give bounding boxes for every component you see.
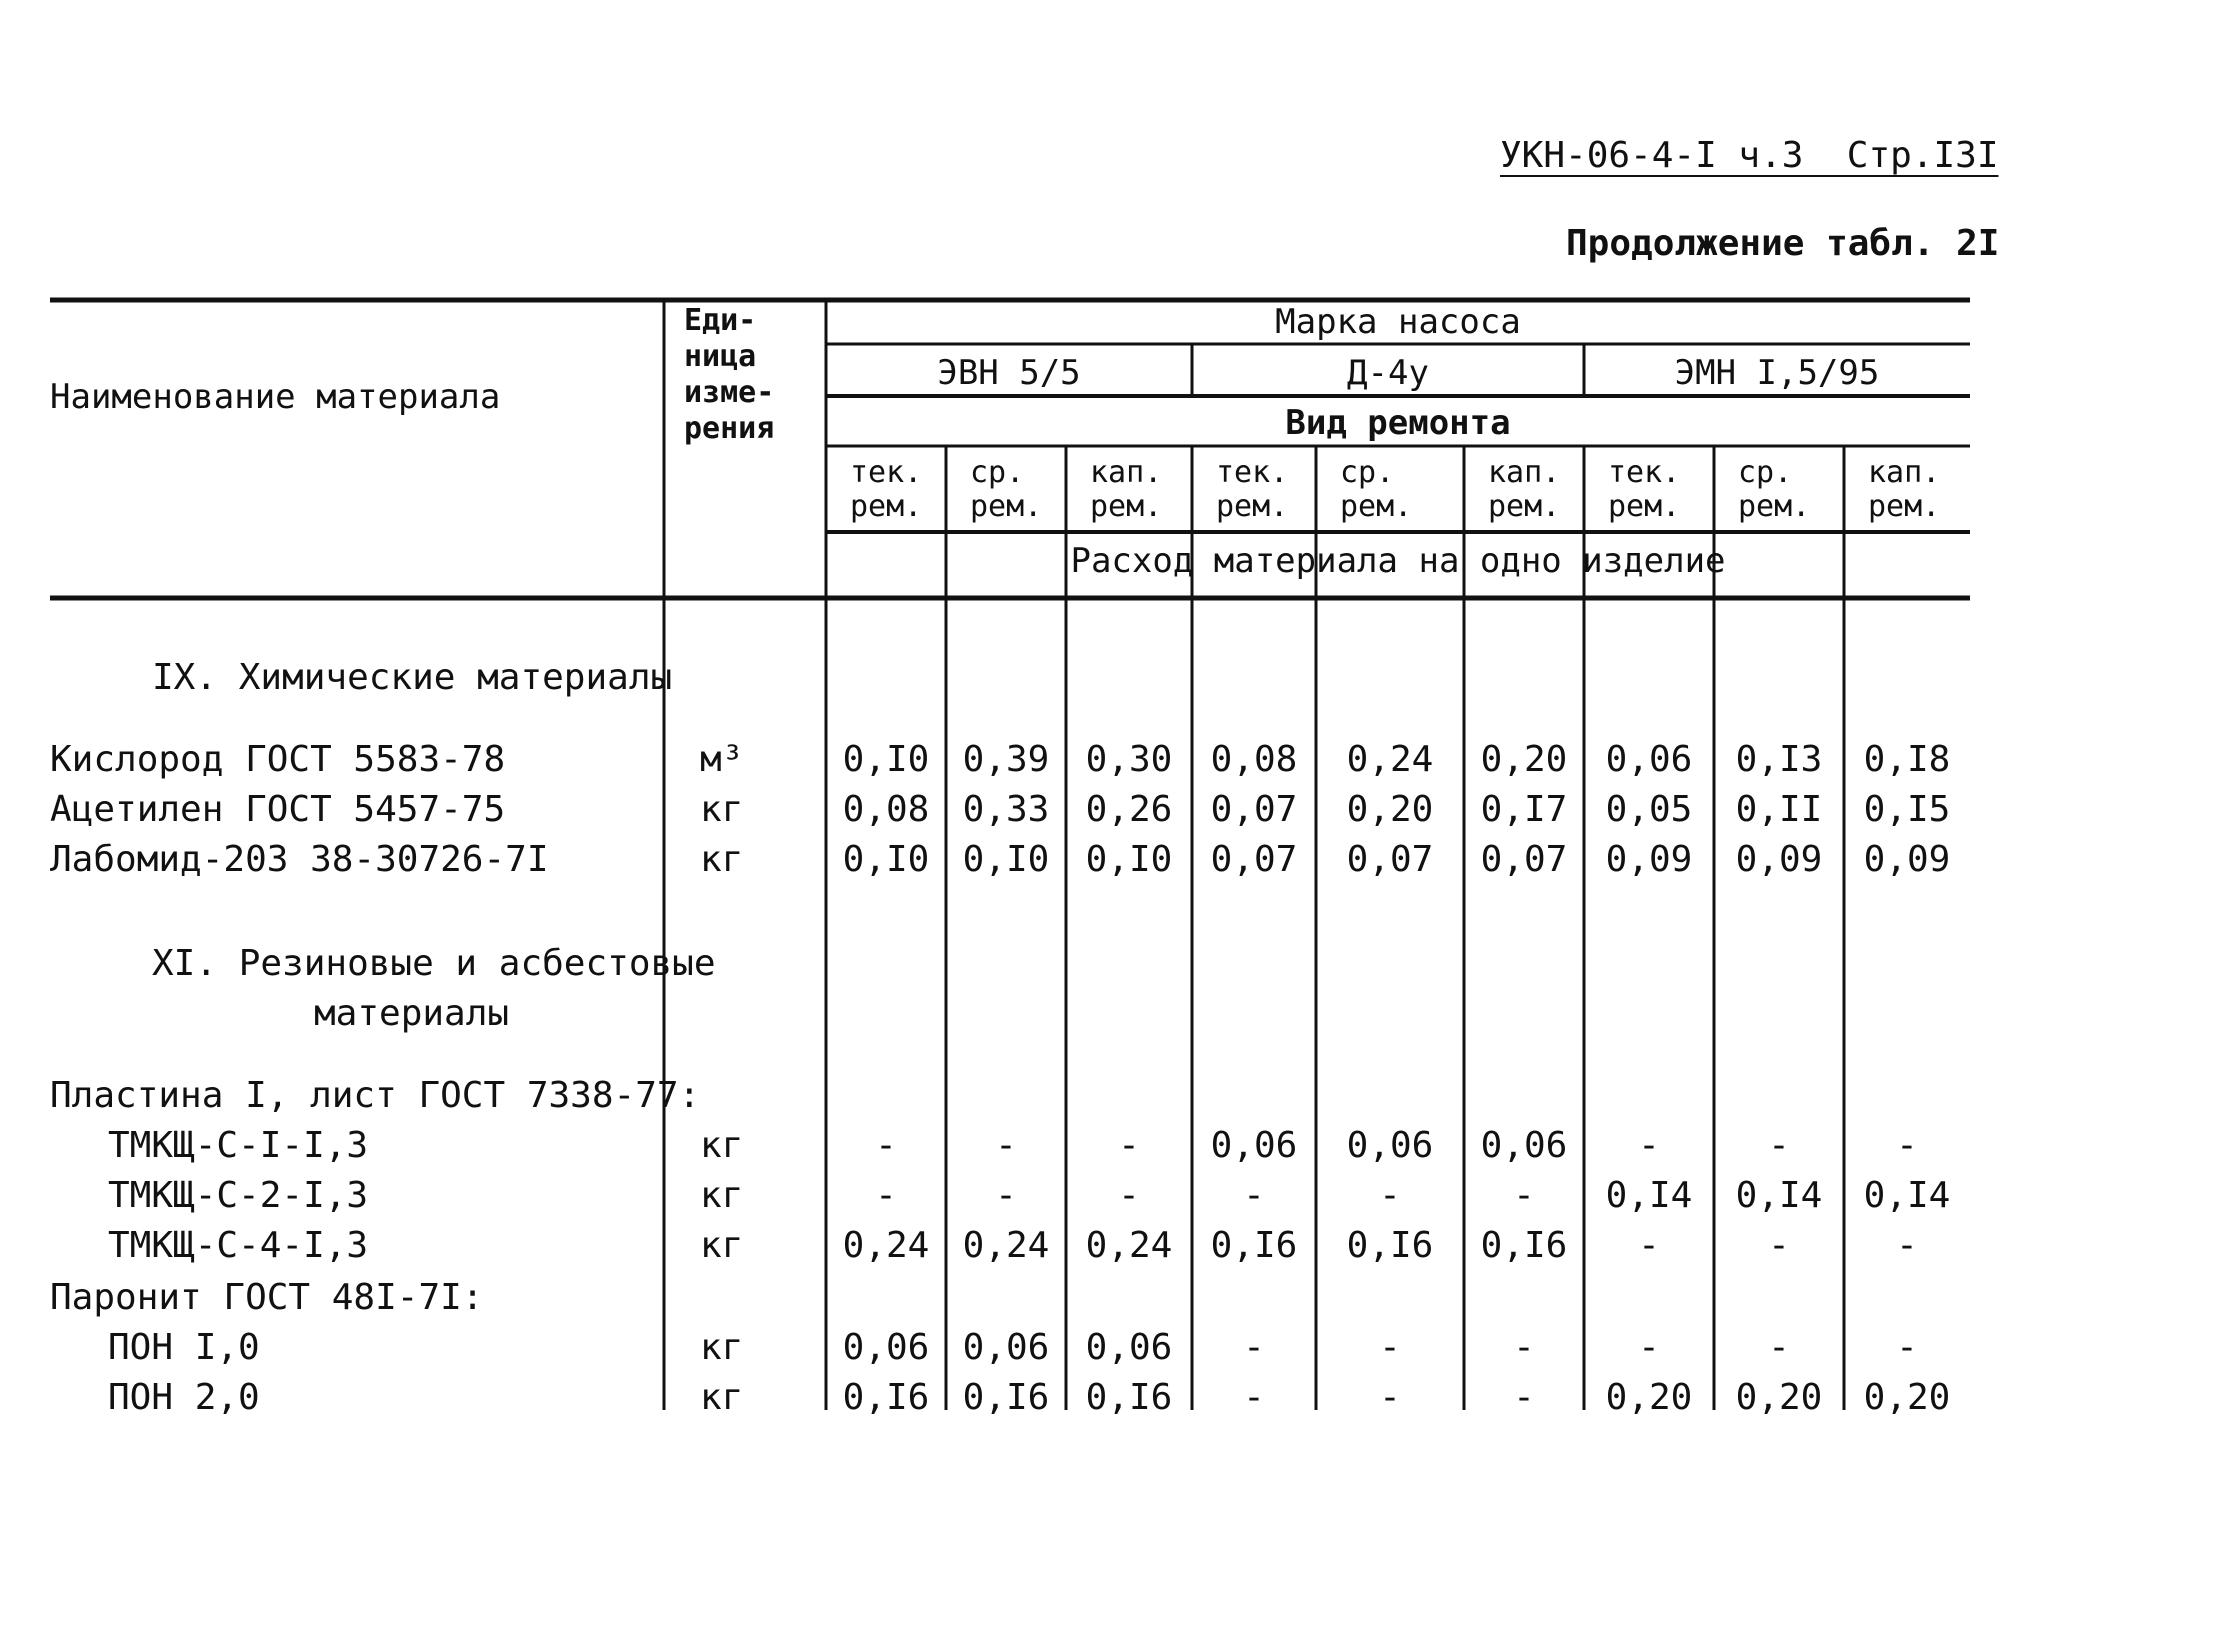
material-name: Ацетилен ГОСТ 5457-75 — [50, 789, 506, 830]
unit-cell: кг — [700, 1327, 744, 1368]
value-cell: 0,06 — [842, 1327, 930, 1368]
unit-cell: м³ — [700, 739, 744, 780]
value-cell: 0,I4 — [1735, 1175, 1823, 1216]
value-cell: - — [1243, 1327, 1265, 1368]
unit-cell: кг — [700, 839, 744, 880]
value-cell: - — [1243, 1175, 1265, 1216]
consumption-header: Расход материала на одно изделие — [1070, 541, 1726, 581]
value-cell: - — [875, 1175, 897, 1216]
value-cell: 0,20 — [1346, 789, 1434, 830]
value-cell: 0,II — [1735, 789, 1823, 830]
value-cell: 0,20 — [1480, 739, 1568, 780]
value-cell: - — [1379, 1327, 1401, 1368]
value-cell: - — [995, 1175, 1017, 1216]
pump-header: ЭМН I,5/95 — [1674, 353, 1880, 393]
value-cell: 0,I0 — [1085, 839, 1173, 880]
value-cell: - — [1768, 1225, 1790, 1266]
value-cell: 0,I6 — [1085, 1377, 1173, 1418]
value-cell: 0,07 — [1346, 839, 1434, 880]
value-cell: 0,I6 — [1346, 1225, 1434, 1266]
value-cell: - — [1638, 1225, 1660, 1266]
unit-cell: кг — [700, 789, 744, 830]
pump-header: Д-4у — [1347, 353, 1429, 393]
material-name: Паронит ГОСТ 48I-7I: — [50, 1277, 484, 1318]
value-cell: 0,I4 — [1863, 1175, 1951, 1216]
repair-kind-line-1: тек. — [850, 455, 923, 490]
unit-cell: кг — [700, 1225, 744, 1266]
table-caption: Продолжение табл. 2I — [1566, 223, 2000, 264]
value-cell: - — [995, 1125, 1017, 1166]
value-cell: - — [1768, 1125, 1790, 1166]
value-cell: - — [1638, 1125, 1660, 1166]
repair-kind-line-1: кап. — [1090, 455, 1163, 490]
unit-column-header-line-4: рения — [684, 411, 775, 446]
value-cell: - — [1513, 1327, 1535, 1368]
repair-kind-line-1: ср. — [970, 455, 1025, 490]
value-cell: 0,20 — [1735, 1377, 1823, 1418]
unit-column-header-line-3: изме- — [684, 375, 775, 410]
value-cell: 0,I3 — [1735, 739, 1823, 780]
unit-cell: кг — [700, 1175, 744, 1216]
value-cell: - — [875, 1125, 897, 1166]
unit-column-header-line-1: Еди- — [684, 303, 757, 338]
value-cell: 0,06 — [962, 1327, 1050, 1368]
repair-kind-line-1: кап. — [1868, 455, 1941, 490]
repair-kind-line-2: рем. — [1090, 489, 1163, 524]
repair-kind-line-2: рем. — [1340, 489, 1413, 524]
value-cell: - — [1379, 1175, 1401, 1216]
value-cell: 0,08 — [1210, 739, 1298, 780]
material-name: ПОН 2,0 — [108, 1377, 260, 1418]
pump-brand-header: Марка насоса — [1275, 302, 1521, 342]
material-name: ТМКЩ-С-2-I,3 — [108, 1175, 369, 1216]
value-cell: - — [1896, 1327, 1918, 1368]
value-cell: 0,08 — [842, 789, 930, 830]
value-cell: - — [1118, 1175, 1140, 1216]
value-cell: 0,06 — [1210, 1125, 1298, 1166]
unit-cell: кг — [700, 1125, 744, 1166]
material-name: ТМКЩ-С-I-I,3 — [108, 1125, 369, 1166]
value-cell: - — [1513, 1175, 1535, 1216]
value-cell: 0,33 — [962, 789, 1050, 830]
value-cell: 0,05 — [1605, 789, 1693, 830]
value-cell: - — [1768, 1327, 1790, 1368]
unit-cell: кг — [700, 1377, 744, 1418]
unit-column-header-line-2: ница — [684, 339, 757, 374]
material-name: Лабомид-203 38-30726-7I — [50, 839, 549, 880]
repair-kind-line-1: ср. — [1738, 455, 1793, 490]
value-cell: 0,20 — [1605, 1377, 1693, 1418]
value-cell: 0,24 — [962, 1225, 1050, 1266]
value-cell: - — [1379, 1377, 1401, 1418]
value-cell: 0,I0 — [962, 839, 1050, 880]
value-cell: 0,I7 — [1480, 789, 1568, 830]
material-name: Кислород ГОСТ 5583-78 — [50, 739, 506, 780]
value-cell: 0,I6 — [1210, 1225, 1298, 1266]
value-cell: - — [1896, 1225, 1918, 1266]
value-cell: 0,I5 — [1863, 789, 1951, 830]
repair-kind-line-2: рем. — [850, 489, 923, 524]
value-cell: 0,24 — [1346, 739, 1434, 780]
repair-kind-line-2: рем. — [1868, 489, 1941, 524]
value-cell: 0,24 — [1085, 1225, 1173, 1266]
value-cell: 0,I6 — [962, 1377, 1050, 1418]
value-cell: 0,07 — [1210, 839, 1298, 880]
value-cell: 0,06 — [1346, 1125, 1434, 1166]
value-cell: 0,I6 — [842, 1377, 930, 1418]
section-title: материалы — [314, 993, 510, 1034]
repair-kind-line-2: рем. — [970, 489, 1043, 524]
repair-kind-line-1: ср. — [1340, 455, 1395, 490]
section-title: XI. Резиновые и асбестовые — [152, 943, 716, 984]
repair-kind-line-1: тек. — [1216, 455, 1289, 490]
value-cell: 0,I8 — [1863, 739, 1951, 780]
repair-type-header: Вид ремонта — [1285, 403, 1511, 443]
repair-kind-line-1: кап. — [1488, 455, 1561, 490]
value-cell: - — [1118, 1125, 1140, 1166]
value-cell: - — [1638, 1327, 1660, 1368]
value-cell: 0,09 — [1605, 839, 1693, 880]
value-cell: 0,07 — [1210, 789, 1298, 830]
value-cell: 0,06 — [1085, 1327, 1173, 1368]
repair-kind-line-2: рем. — [1608, 489, 1681, 524]
repair-kind-line-1: тек. — [1608, 455, 1681, 490]
repair-kind-line-2: рем. — [1216, 489, 1289, 524]
material-name: ПОН I,0 — [108, 1327, 260, 1368]
value-cell: 0,20 — [1863, 1377, 1951, 1418]
value-cell: 0,07 — [1480, 839, 1568, 880]
value-cell: 0,I0 — [842, 739, 930, 780]
value-cell: - — [1513, 1377, 1535, 1418]
document-code: УКН-06-4-I ч.3 Стр.I3I — [1500, 135, 1999, 176]
value-cell: 0,30 — [1085, 739, 1173, 780]
material-name: ТМКЩ-С-4-I,3 — [108, 1225, 369, 1266]
value-cell: 0,24 — [842, 1225, 930, 1266]
value-cell: 0,06 — [1605, 739, 1693, 780]
repair-kind-line-2: рем. — [1488, 489, 1561, 524]
value-cell: 0,I6 — [1480, 1225, 1568, 1266]
value-cell: - — [1243, 1377, 1265, 1418]
section-title: IX. Химические материалы — [152, 657, 673, 698]
value-cell: - — [1896, 1125, 1918, 1166]
pump-header: ЭВН 5/5 — [937, 353, 1081, 393]
value-cell: 0,I0 — [842, 839, 930, 880]
value-cell: 0,26 — [1085, 789, 1173, 830]
value-cell: 0,06 — [1480, 1125, 1568, 1166]
value-cell: 0,09 — [1863, 839, 1951, 880]
value-cell: 0,09 — [1735, 839, 1823, 880]
value-cell: 0,I4 — [1605, 1175, 1693, 1216]
material-name: Пластина I, лист ГОСТ 7338-77: — [50, 1075, 701, 1116]
repair-kind-line-2: рем. — [1738, 489, 1811, 524]
value-cell: 0,39 — [962, 739, 1050, 780]
material-column-header: Наименование материала — [50, 377, 501, 417]
